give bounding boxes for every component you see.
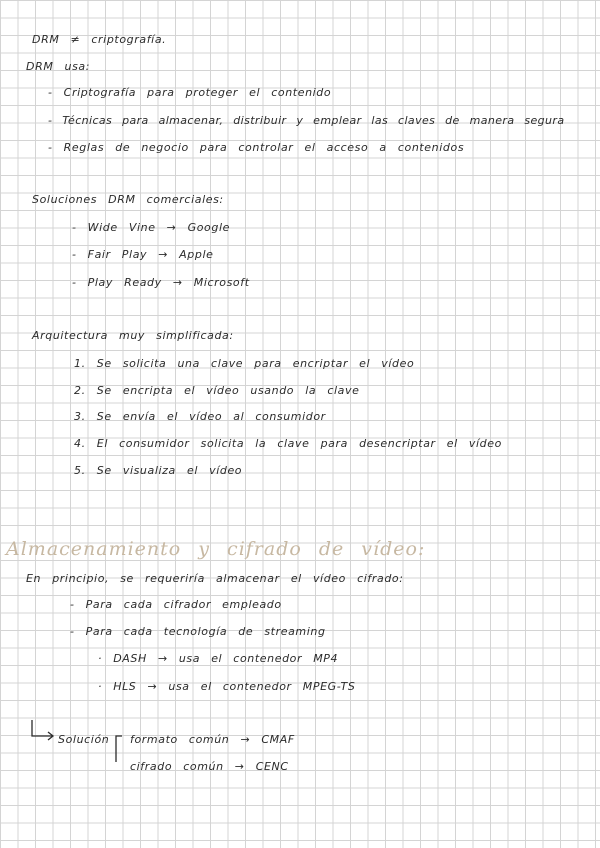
soluciones-item: - Play Ready → Microsoft <box>72 276 250 289</box>
almacenamiento-subitem: · HLS → usa el contenedor MPEG-TS <box>98 680 356 693</box>
drm-usa-item: - Técnicas para almacenar, distribuir y emplear las claves de manera segura <box>48 114 565 127</box>
curved-arrow-icon <box>28 718 58 742</box>
arquitectura-label: Arquitectura muy simplificada: <box>32 329 234 342</box>
soluciones-label: Soluciones DRM comerciales: <box>32 193 224 206</box>
arquitectura-step: 4. El consumidor solicita la clave para desencriptar el vídeo <box>74 437 502 450</box>
drm-usa-item: - Reglas de negocio para controlar el acceso a contenidos <box>48 141 465 154</box>
drm-usa-item: - Criptografía para proteger el contenido <box>48 86 332 99</box>
almacenamiento-item: - Para cada cifrador empleado <box>70 598 282 611</box>
solucion-option: formato común → CMAF <box>130 733 295 746</box>
drm-usa-label: DRM usa: <box>26 60 91 73</box>
section-heading: Almacenamiento y cifrado de vídeo: <box>6 538 426 560</box>
almacenamiento-item: - Para cada tecnología de streaming <box>70 625 326 638</box>
almacenamiento-intro: En principio, se requeriría almacenar el vídeo cifrado: <box>26 572 404 585</box>
notes-title: DRM ≠ criptografía. <box>32 33 167 46</box>
arquitectura-step: 3. Se envía el vídeo al consumidor <box>74 410 326 423</box>
bracket-icon <box>110 732 124 766</box>
arquitectura-step: 2. Se encripta el vídeo usando la clave <box>74 384 360 397</box>
soluciones-item: - Fair Play → Apple <box>72 248 214 261</box>
arquitectura-step: 5. Se visualiza el vídeo <box>74 464 243 477</box>
almacenamiento-subitem: · DASH → usa el contenedor MP4 <box>98 652 339 665</box>
arquitectura-step: 1. Se solicita una clave para encriptar el vídeo <box>74 357 415 370</box>
solucion-option: cifrado común → CENC <box>130 760 289 773</box>
soluciones-item: - Wide Vine → Google <box>72 221 230 234</box>
solucion-label: Solución <box>58 733 110 746</box>
